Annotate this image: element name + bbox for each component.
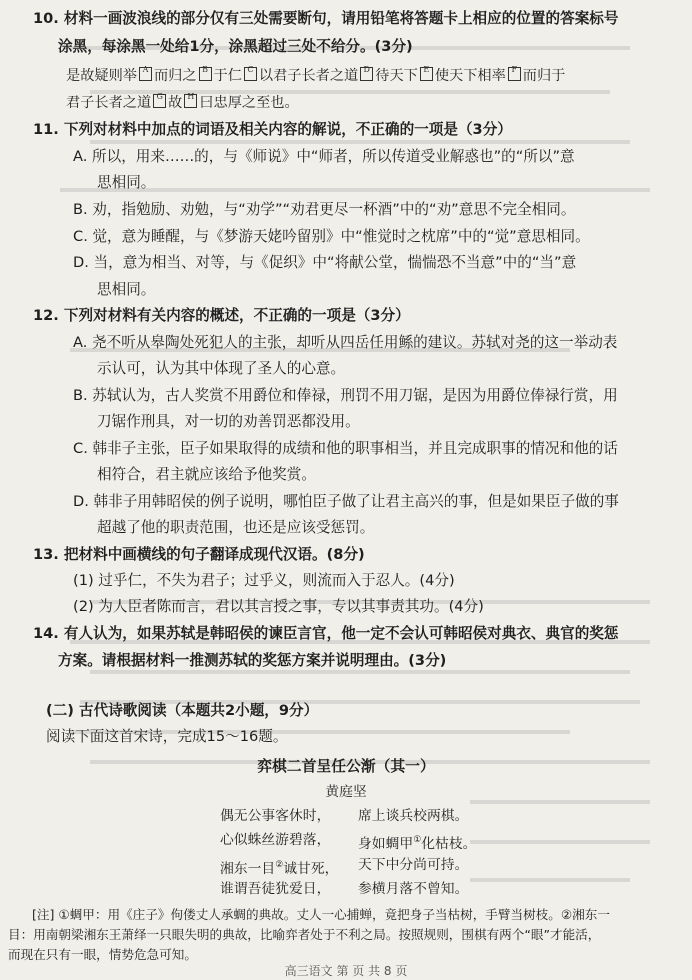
q12-option-a-line2: 示认可，认为其中体现了圣人的心意。 [97, 360, 346, 377]
q13-sentence-1: (1) 过乎仁，不失为君子；过乎义，则流而入于忍人。(4分) [73, 572, 455, 589]
passage-seg: 于仁 [213, 68, 242, 84]
q10-stem-line1: 10. 材料一画波浪线的部分仅有三处需要断句，请用铅笔将答题卡上相应的位置的答案标号 [33, 10, 619, 27]
q12-option-d-line1: D. 韩非子用韩昭侯的例子说明，哪怕臣子做了让君主高兴的事，但是如果臣子做的事 [73, 493, 619, 510]
answer-box-d[interactable]: D [360, 67, 373, 81]
q12-option-d-line2: 超越了他的职责范围，也还是应该受惩罚。 [97, 519, 375, 536]
passage-seg: 而归之 [153, 68, 197, 84]
section-heading: (二) 古代诗歌阅读（本题共2小题，9分） [46, 702, 319, 719]
passage-seg: 使天下相率 [434, 68, 506, 84]
passage-seg: 待天下 [375, 68, 418, 84]
answer-box-h[interactable]: H [184, 94, 197, 108]
q13-sentence-2: (2) 为人臣者陈而言，君以其言授之事，专以其事责其功。(4分) [73, 598, 484, 615]
q11-option-d-line1: D. 当，意为相当、对等，与《促织》中“将献公堂，惴惴恐不当意”中的“当”意 [73, 254, 577, 271]
passage-seg: 君子长者之道 [66, 95, 152, 111]
q14-stem-line2: 方案。请根据材料一推测苏轼的奖惩方案并说明理由。(3分) [58, 652, 447, 669]
section-instruction: 阅读下面这首宋诗，完成15～16题。 [46, 728, 288, 745]
poem-note-line3: 而现在只有一眼，情势危急可知。 [8, 947, 197, 962]
q12-stem: 12. 下列对材料有关内容的概述，不正确的一项是（3分） [33, 307, 410, 324]
q11-option-b: B. 劝，指勉励、劝勉，与“劝学”“劝君更尽一杯酒”中的“劝”意思不完全相同。 [73, 201, 576, 218]
q11-option-d-line2: 思相同。 [97, 281, 156, 298]
poem-line1-b: 席上谈兵校两棋。 [358, 808, 469, 824]
poem-line3-b: 天下中分尚可持。 [358, 857, 469, 873]
q11-stem: 11. 下列对材料中加点的词语及相关内容的解说，不正确的一项是（3分） [33, 121, 512, 138]
poem-line4-a: 谁谓吾徒犹爱日， [220, 881, 331, 897]
answer-box-b[interactable]: B [199, 67, 212, 81]
q11-option-a-line1: A. 所以，用来……的，与《师说》中“师者，所以传道受业解惑也”的“所以”意 [73, 148, 575, 165]
footnote-marker-2: ② [275, 860, 284, 870]
q11-option-c: C. 觉，意为睡醒，与《梦游天姥吟留别》中“惟觉时之枕席”中的“觉”意思相同。 [73, 228, 590, 245]
poem-title: 弈棋二首呈任公渐（其一） [257, 758, 435, 775]
poem-line2-b: 身如蜩甲①化枯枝。 [358, 835, 477, 852]
poem-note-line2: 目：用南朝梁湘东王萧绎一只眼失明的典故，比喻弈者处于不利之局。按照规则，围棋有两个“眼”才能活， [8, 927, 601, 942]
poem-note-line1: [注] ①蜩甲：用《庄子》佝偻丈人承蜩的典故。丈人一心捕蝉，竟把身子当枯树，手臂当树枝。②湘东一 [32, 907, 610, 922]
poem-line3-a: 湘东一目②诚甘死， [220, 860, 339, 877]
q11-option-a-line2: 思相同。 [97, 174, 156, 191]
answer-box-g[interactable]: G [153, 94, 166, 108]
poem-line2-a: 心似蛛丝游碧落， [220, 832, 331, 848]
q12-option-b-line1: B. 苏轼认为，古人奖赏不用爵位和俸禄，刑罚不用刀锯，是因为用爵位俸禄行赏，用 [73, 387, 618, 404]
passage-seg: 以君子长者之道 [258, 68, 359, 84]
q14-stem-line1: 14. 有人认为，如果苏轼是韩昭侯的谏臣言官，他一定不会认可韩昭侯对典衣、典官的奖惩 [33, 625, 619, 642]
page-footer: 高三语文 第 页 共 8 页 [284, 964, 408, 978]
poem-line4-b: 参横月落不曾知。 [358, 881, 469, 897]
q10-passage-line2 [66, 93, 299, 113]
answer-box-e[interactable]: E [420, 67, 433, 81]
passage-seg: 曰忠厚之至也。 [199, 95, 299, 111]
answer-box-f[interactable]: F [508, 67, 521, 81]
q13-stem: 13. 把材料中画横线的句子翻译成现代汉语。(8分) [33, 546, 365, 563]
passage-seg: 而归于 [522, 68, 566, 84]
footnote-marker-1: ① [413, 835, 422, 845]
q12-option-a-line1: A. 尧不听从皋陶处死犯人的主张，却听从四岳任用鲧的建议。苏轼对尧的这一举动表 [73, 334, 618, 351]
q12-option-c-line1: C. 韩非子主张，臣子如果取得的成绩和他的职事相当，并且完成职事的情况和他的话 [73, 440, 618, 457]
q12-option-c-line2: 相符合，君主就应该给予他奖赏。 [97, 466, 316, 483]
passage-seg: 是故疑则举 [66, 68, 137, 84]
answer-box-a[interactable]: A [139, 67, 152, 81]
answer-box-c[interactable]: C [244, 67, 257, 81]
poem-line1-a: 偶无公事客休时， [220, 808, 331, 824]
poem-author: 黄庭坚 [325, 784, 367, 800]
q12-option-b-line2: 刀锯作刑具，对一切的劝善罚恶都没用。 [97, 413, 360, 430]
q10-stem-line2: 涂黑，每涂黑一处给1分，涂黑超过三处不给分。(3分) [58, 38, 413, 55]
passage-seg: 故 [168, 95, 183, 111]
q10-passage-line1 [66, 66, 565, 86]
